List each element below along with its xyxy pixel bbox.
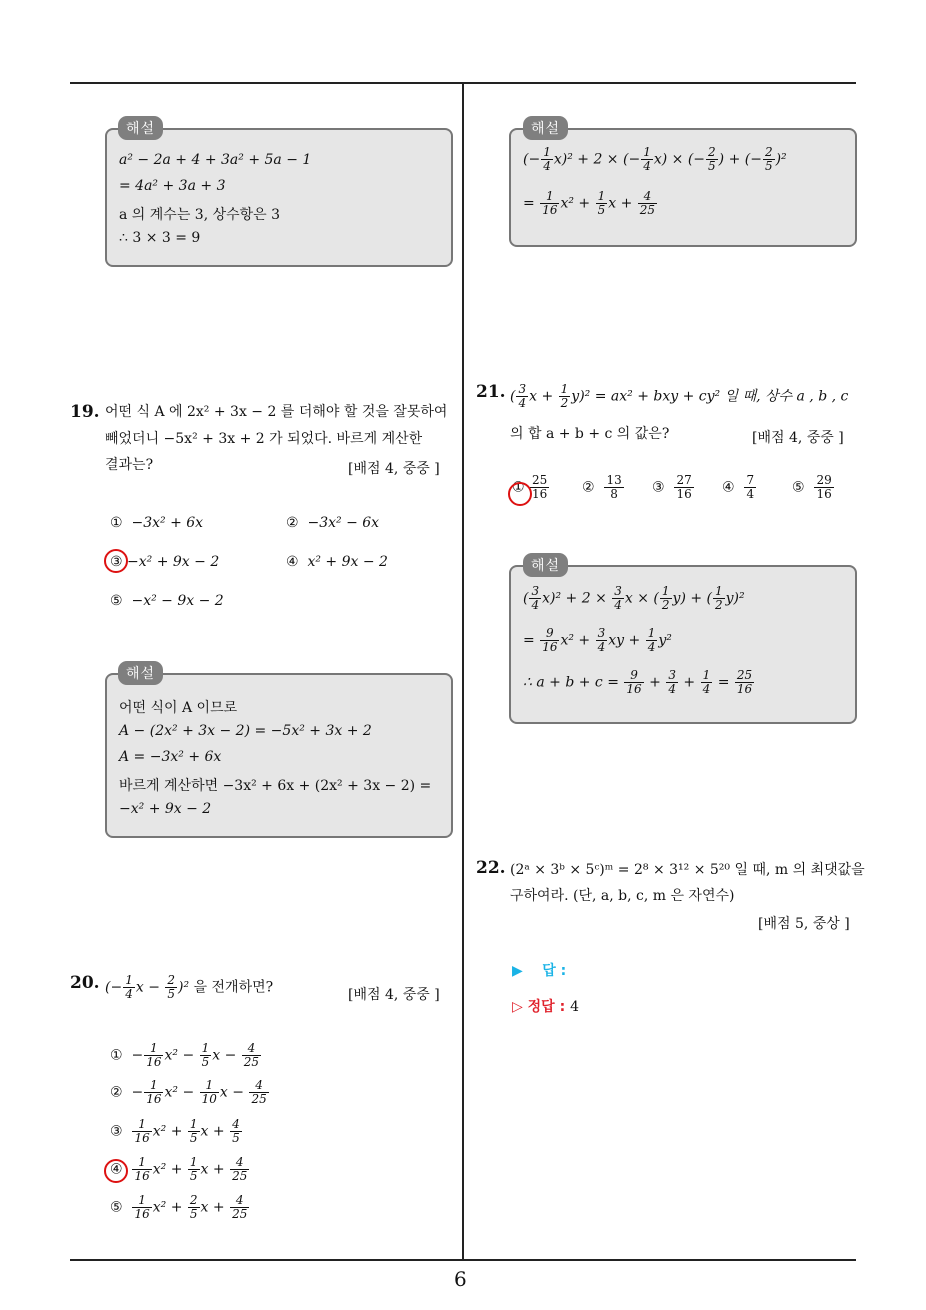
option-mark: ① xyxy=(110,515,123,531)
answer-circle xyxy=(104,1159,128,1183)
question-text: 을 전개하면? xyxy=(193,979,274,996)
option-text: −3x² + 6x xyxy=(131,515,204,531)
solution-tag: 해설 xyxy=(523,553,568,577)
option-mark: ⑤ xyxy=(110,593,123,609)
q20-solution-box xyxy=(509,128,857,247)
solution-line: 바르게 계산하면 −3x² + 6x + (2x² + 3x − 2) = xyxy=(119,778,432,794)
option-text: −x² + 9x − 2 xyxy=(127,554,220,570)
solution-line: (− $\frac{1}{4}$ x)² + 2 × (− $\frac{1}{4}$ x) × (− $\frac{2}{5}$ ) + (− $\frac{2}{5}$ )² xyxy=(523,145,787,173)
fraction-numerator: 13 xyxy=(606,473,622,487)
q19-solution-box xyxy=(105,673,453,838)
option-3[interactable] xyxy=(652,474,695,501)
q21-solution-box xyxy=(509,565,857,724)
solution-line: = $\frac{9}{16}$ x² + $\frac{3}{4}$ xy + $\frac{1}{4}$ y² xyxy=(523,626,672,654)
question-text-line: (2ᵃ × 3ᵇ × 5ᶜ)ᵐ = 2⁸ × 3¹² × 5²⁰ 일 때, m 의 최댓값을 xyxy=(510,862,865,878)
answer-circle xyxy=(508,479,532,506)
fraction-numerator: 29 xyxy=(816,473,832,487)
fraction-numerator: 7 xyxy=(746,473,755,487)
option-4[interactable]: ④ $\frac{1}{16}$ x² + $\frac{1}{5}$ x + $\frac{4}{25}$ xyxy=(110,1155,248,1183)
option-mark: ③ xyxy=(110,1123,123,1140)
option-mark: ④ xyxy=(722,479,735,496)
answer-label: 답 : xyxy=(542,963,567,979)
answer-row xyxy=(512,960,566,980)
solution-line: A = −3x² + 6x xyxy=(119,749,222,765)
bottom-rule xyxy=(70,1259,856,1261)
question-number: 21. xyxy=(476,382,506,402)
option-1[interactable]: ① − $\frac{1}{16}$ x² − $\frac{1}{5}$ x − $\frac{4}{25}$ xyxy=(110,1041,260,1069)
option-2[interactable] xyxy=(286,515,379,531)
fraction-numerator: 27 xyxy=(676,473,692,487)
fraction-denominator: 16 xyxy=(676,487,692,501)
fraction-denominator: 16 xyxy=(816,487,832,501)
q18-solution-box xyxy=(105,128,453,267)
play-icon: ▶ xyxy=(512,963,523,979)
solution-line: a 의 계수는 3, 상수항은 3 xyxy=(119,207,281,223)
question-text-line: 어떤 식 A 에 2x² + 3x − 2 를 더해야 할 것을 잘못하여 xyxy=(105,404,448,420)
option-text: x² + 9x − 2 xyxy=(307,554,388,570)
answer-circle xyxy=(104,549,128,573)
solution-line: = 4a² + 3a + 3 xyxy=(119,178,226,194)
correct-answer-row xyxy=(512,996,579,1016)
option-mark: ⑤ xyxy=(110,1199,123,1216)
option-mark: ⑤ xyxy=(792,479,805,496)
option-mark: ② xyxy=(110,1084,123,1101)
option-mark: ④ xyxy=(286,554,299,570)
question-text-line: 구하여라. (단, a, b, c, m 은 자연수) xyxy=(510,888,735,904)
score-label: [배점 4, 중중 ] xyxy=(348,987,440,1003)
option-mark: ③ xyxy=(110,554,123,570)
option-text: −3x² − 6x xyxy=(307,515,380,531)
option-2[interactable]: ② − $\frac{1}{16}$ x² − $\frac{1}{10}$ x − $\frac{4}{25}$ xyxy=(110,1078,267,1106)
option-1[interactable] xyxy=(110,515,203,531)
option-mark: ② xyxy=(582,479,595,496)
score-label: [배점 4, 중중 ] xyxy=(348,461,440,477)
option-mark: ① xyxy=(512,479,525,496)
option-5[interactable] xyxy=(792,474,835,501)
solution-tag: 해설 xyxy=(118,661,163,685)
solution-line: a² − 2a + 4 + 3a² + 5a − 1 xyxy=(119,152,312,168)
fraction-denominator: 4 xyxy=(746,487,755,501)
option-mark: ① xyxy=(110,1047,123,1064)
option-mark: ③ xyxy=(652,479,665,496)
question-text-line: 결과는? xyxy=(105,457,154,473)
option-2[interactable] xyxy=(582,474,625,501)
question-text-line: ( $\frac{3}{4}$ x + $\frac{1}{2}$ y)² = ax² + bxy + cy² 일 때, 상수 a , b , c xyxy=(510,382,849,410)
correct-label: 정답 : xyxy=(527,999,566,1015)
solution-line: ∴ 3 × 3 = 9 xyxy=(119,230,201,246)
question-text-line: 빼었더니 −5x² + 3x + 2 가 되었다. 바르게 계산한 xyxy=(105,431,423,447)
option-5[interactable] xyxy=(110,593,224,609)
solution-line: −x² + 9x − 2 xyxy=(119,801,212,817)
option-text: −x² − 9x − 2 xyxy=(131,593,224,609)
option-mark: ④ xyxy=(110,1161,123,1178)
solution-tag: 해설 xyxy=(118,116,163,140)
question-text: = ax² + bxy + cy² 일 때, 상수 a , b , c xyxy=(594,388,849,405)
question-number: 22. xyxy=(476,858,506,878)
score-label: [배점 5, 중상 ] xyxy=(758,916,850,932)
fraction-numerator: 25 xyxy=(532,473,548,487)
solution-line: = $\frac{1}{16}$ x² + $\frac{1}{5}$ x + $\frac{4}{25}$ xyxy=(523,189,656,217)
solution-line: 어떤 식이 A 이므로 xyxy=(119,700,238,716)
option-5[interactable]: ⑤ $\frac{1}{16}$ x² + $\frac{2}{5}$ x + $\frac{4}{25}$ xyxy=(110,1193,248,1221)
page-number: 6 xyxy=(454,1267,467,1291)
option-mark: ② xyxy=(286,515,299,531)
question-expression: (− $\frac{1}{4}$ x − $\frac{2}{5}$ )² 을 전개하면? xyxy=(105,973,274,1001)
solution-line: A − (2x² + 3x − 2) = −5x² + 3x + 2 xyxy=(119,723,372,739)
option-3[interactable]: ③ $\frac{1}{16}$ x² + $\frac{1}{5}$ x + $\frac{4}{5}$ xyxy=(110,1117,240,1145)
correct-value: 4 xyxy=(570,999,579,1015)
fraction-denominator: 8 xyxy=(610,487,618,501)
question-text-line: 의 합 a + b + c 의 값은? xyxy=(510,426,670,442)
solution-tag: 해설 xyxy=(523,116,568,140)
score-label: [배점 4, 중중 ] xyxy=(752,430,844,446)
column-divider xyxy=(462,83,464,1260)
outline-play-icon: ▷ xyxy=(512,999,523,1015)
solution-line: ( $\frac{3}{4}$ x)² + 2 × $\frac{3}{4}$ x × ( $\frac{1}{2}$ y) + ( $\frac{1}{2}$ y)² xyxy=(523,584,745,612)
question-number: 19. xyxy=(70,402,100,422)
question-number: 20. xyxy=(70,973,100,993)
fraction-denominator: 16 xyxy=(532,487,548,501)
solution-line: ∴ a + b + c = $\frac{9}{16}$ + $\frac{3}{4}$ + $\frac{1}{4}$ = $\frac{25}{16}$ xyxy=(523,668,753,696)
option-4[interactable] xyxy=(722,474,757,501)
option-4[interactable] xyxy=(286,554,388,570)
